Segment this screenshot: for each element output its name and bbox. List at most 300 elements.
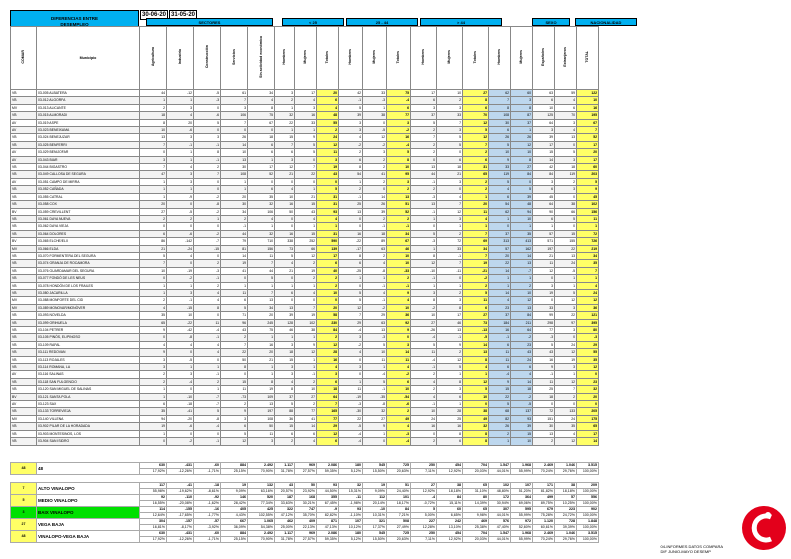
- cell-municipio: 03-105 PINÓS, EL/PINOSO: [37, 334, 140, 341]
- summary-value: 728: [555, 519, 577, 525]
- table-cell: 8: [339, 164, 363, 171]
- table-cell: 5: [555, 149, 577, 156]
- table-cell: 15: [295, 230, 317, 237]
- table-cell: 338: [275, 238, 295, 245]
- table-cell: 15: [275, 134, 295, 141]
- summary-pct: 25,38%: [463, 525, 489, 531]
- table-cell: 40: [317, 267, 339, 274]
- table-cell: -1: [387, 223, 411, 230]
- table-cell: 9: [489, 156, 511, 163]
- table-cell: 5: [555, 289, 577, 296]
- table-cell: 19: [140, 423, 167, 430]
- table-cell: 4: [463, 364, 489, 371]
- table-cell: 0: [194, 104, 221, 111]
- summary-value: 2.086: [317, 531, 339, 537]
- table-cell: 5: [463, 386, 489, 393]
- table-cell: 197: [533, 245, 555, 252]
- table-cell: 0: [437, 275, 463, 282]
- table-cell: 11: [489, 349, 511, 356]
- table-cell: 13: [248, 297, 275, 304]
- table-cell: 21: [295, 193, 317, 200]
- table-cell: 8: [463, 356, 489, 363]
- table-cell: 49: [387, 415, 411, 422]
- summary-pct: 12,92%: [437, 537, 463, 543]
- table-cell: 2: [387, 186, 411, 193]
- header-row: [11, 27, 599, 90]
- table-cell: -54: [387, 393, 411, 400]
- table-cell: 17: [411, 90, 437, 97]
- table-cell: 2: [489, 430, 511, 437]
- table-row: [11, 282, 599, 289]
- table-cell: 36: [275, 415, 295, 422]
- table-cell: 46: [387, 245, 411, 252]
- table-cell: 0: [248, 178, 275, 185]
- table-cell: 72: [437, 238, 463, 245]
- table-cell: 0: [194, 223, 221, 230]
- summary-pct: 70,24%: [533, 469, 555, 475]
- cell-municipio: 03-066 ELDA: [37, 245, 140, 252]
- summary-pct: 15,50%: [363, 537, 387, 543]
- table-cell: 0: [533, 297, 555, 304]
- table-cell: 8: [437, 304, 463, 311]
- table-cell: 4: [317, 104, 339, 111]
- table-cell: 3: [167, 178, 194, 185]
- table-cell: 57: [533, 230, 555, 237]
- cell-comarca: VB: [11, 267, 37, 274]
- table-cell: 3: [248, 438, 275, 445]
- summary-pct: 33,63%: [275, 501, 295, 507]
- table-cell: 16: [533, 356, 555, 363]
- table-cell: 7: [221, 341, 248, 348]
- summary-pct: 69,06%: [511, 501, 533, 507]
- table-cell: 590: [317, 238, 339, 245]
- table-cell: -10: [167, 393, 194, 400]
- summary-pct: 9,09%: [363, 489, 387, 495]
- table-cell: 11: [194, 319, 221, 326]
- table-cell: 2: [363, 156, 387, 163]
- table-cell: 7: [577, 127, 599, 134]
- summary-pct: -20,08%: [167, 501, 194, 507]
- summary-value: 2.469: [533, 531, 555, 537]
- table-cell: -4: [411, 356, 437, 363]
- table-cell: 14: [489, 267, 511, 274]
- table-cell: 2: [295, 260, 317, 267]
- summary-pct: 16,81%: [140, 525, 167, 531]
- table-cell: 12: [511, 141, 533, 148]
- cell-comarca: VB: [11, 430, 37, 437]
- table-cell: 52: [387, 208, 411, 215]
- summary-value: 364: [511, 495, 533, 501]
- summary-value: 180: [339, 463, 363, 469]
- table-cell: 77: [317, 415, 339, 422]
- summary-value: 469: [463, 519, 489, 525]
- table-cell: -41: [167, 408, 194, 415]
- group-age-25-44: 25 - 44: [346, 18, 418, 26]
- summary-pct: 100,00%: [577, 537, 599, 543]
- table-cell: 5: [387, 149, 411, 156]
- table-cell: 35: [140, 408, 167, 415]
- cell-comarca: VB: [11, 378, 37, 385]
- cell-comarca: VB: [11, 252, 37, 259]
- title-line-1: DIFERENCIAS ENTRE: [50, 16, 98, 21]
- table-cell: -3: [194, 267, 221, 274]
- table-cell: 7: [411, 134, 437, 141]
- table-cell: 11: [221, 289, 248, 296]
- summary-value: 84: [437, 495, 463, 501]
- table-cell: 64: [533, 119, 555, 126]
- table-cell: 57: [489, 245, 511, 252]
- table-cell: 4: [339, 349, 363, 356]
- table-row: [11, 178, 599, 185]
- footer-line-1: 04-INFORMES DATOS COMPARA: [660, 544, 723, 549]
- summary-pct: 36,09%: [221, 525, 248, 531]
- summary-pct: 30,21%: [295, 501, 317, 507]
- table-cell: 37: [275, 393, 295, 400]
- table-cell: 16: [437, 423, 463, 430]
- table-cell: 5: [295, 141, 317, 148]
- table-row: [11, 349, 599, 356]
- table-cell: 1: [363, 275, 387, 282]
- table-cell: 12: [463, 378, 489, 385]
- summary-value: 545: [363, 463, 387, 469]
- table-row: [11, 164, 599, 171]
- table-cell: 3: [511, 97, 533, 104]
- cell-municipio: 03-025 BENFERRI: [37, 141, 140, 148]
- table-cell: 11: [248, 252, 275, 259]
- summary-pct: 18,18%: [437, 489, 463, 495]
- cell-comarca: VB: [11, 112, 37, 119]
- table-cell: 5: [489, 178, 511, 185]
- table-cell: 0: [275, 223, 295, 230]
- table-cell: 63: [363, 319, 387, 326]
- summary-value: 2.086: [317, 463, 339, 469]
- table-cell: 8: [463, 438, 489, 445]
- table-cell: 3: [555, 304, 577, 311]
- table-row: [11, 341, 599, 348]
- table-cell: 12: [555, 297, 577, 304]
- table-cell: -4: [339, 438, 363, 445]
- table-cell: 19: [317, 164, 339, 171]
- summary-value: -9: [317, 507, 339, 513]
- cell-municipio: 03-121 SANTA POLA: [37, 393, 140, 400]
- region-code: 27: [11, 519, 37, 531]
- table-cell: 0: [167, 201, 194, 208]
- table-cell: 9: [140, 327, 167, 334]
- cell-municipio: 03-061 DAYA NUEVA: [37, 215, 140, 222]
- table-cell: 96: [221, 319, 248, 326]
- table-cell: 6: [248, 149, 275, 156]
- table-cell: 4: [194, 341, 221, 348]
- table-cell: -1: [194, 156, 221, 163]
- table-cell: 1: [295, 356, 317, 363]
- summary-pct: 63,16%: [248, 489, 275, 495]
- table-cell: 6: [437, 438, 463, 445]
- region-summary-table: [10, 482, 599, 543]
- table-cell: 106: [221, 112, 248, 119]
- table-cell: 18: [437, 164, 463, 171]
- cell-comarca: BV: [11, 238, 37, 245]
- table-cell: 0: [339, 223, 363, 230]
- table-cell: 10: [489, 149, 511, 156]
- date-current: 30-06-20: [142, 12, 167, 18]
- table-cell: -19: [167, 267, 194, 274]
- table-cell: 12: [463, 134, 489, 141]
- table-cell: 9: [295, 134, 317, 141]
- table-cell: 13: [363, 327, 387, 334]
- table-cell: 10: [363, 349, 387, 356]
- summary-value: 60: [437, 507, 463, 513]
- table-cell: -1: [411, 178, 437, 185]
- table-cell: 4: [411, 393, 437, 400]
- table-cell: 20: [167, 119, 194, 126]
- table-cell: -2: [363, 141, 387, 148]
- summary-pct: -8,17%: [167, 525, 194, 531]
- table-cell: 22: [295, 171, 317, 178]
- table-cell: 41: [363, 171, 387, 178]
- table-cell: 2: [275, 438, 295, 445]
- summary-pct: 44,01%: [489, 469, 511, 475]
- summary-value: -11: [339, 495, 363, 501]
- table-cell: 5: [295, 149, 317, 156]
- table-cell: 6: [555, 104, 577, 111]
- table-cell: -2: [363, 304, 387, 311]
- table-cell: 7: [221, 119, 248, 126]
- table-cell: 8: [194, 304, 221, 311]
- table-cell: 4: [194, 349, 221, 356]
- title-line-2: DESEMPLEO: [60, 22, 89, 27]
- summary-value: 1.968: [511, 463, 533, 469]
- table-cell: 12: [555, 349, 577, 356]
- cell-comarca: VB: [11, 97, 37, 104]
- summary-value: -16: [194, 507, 221, 513]
- table-row: [11, 371, 599, 378]
- summary-pct: 55,99%: [511, 469, 533, 475]
- table-cell: 2: [221, 334, 248, 341]
- table-cell: 17: [295, 90, 317, 97]
- table-cell: 2: [140, 104, 167, 111]
- table-cell: 1: [275, 127, 295, 134]
- table-cell: 48: [317, 112, 339, 119]
- summary-pct: 12,28%: [411, 525, 437, 531]
- table-cell: 4: [317, 215, 339, 222]
- table-cell: 31: [317, 230, 339, 237]
- table-cell: 22: [489, 260, 511, 267]
- table-cell: 3: [339, 364, 363, 371]
- summary-pct: -12,26%: [167, 537, 194, 543]
- cell-municipio: 03-109 RAFAL: [37, 341, 140, 348]
- table-cell: 0: [194, 312, 221, 319]
- table-cell: 4: [463, 215, 489, 222]
- table-cell: 69: [463, 238, 489, 245]
- cell-municipio: 03-089 MONOVAR/MONÒVER: [37, 304, 140, 311]
- table-cell: 32: [275, 112, 295, 119]
- table-cell: 3: [339, 334, 363, 341]
- summary-value: 93: [317, 483, 339, 489]
- table-cell: 26: [363, 201, 387, 208]
- table-cell: 24: [411, 415, 437, 422]
- table-cell: 10: [387, 164, 411, 171]
- table-cell: 3: [339, 127, 363, 134]
- summary-value: -110: [167, 495, 194, 501]
- summary-pct: 51,20%: [511, 489, 533, 495]
- table-cell: 7: [295, 304, 317, 311]
- table-cell: 1: [511, 275, 533, 282]
- table-cell: 44: [140, 90, 167, 97]
- table-cell: 34: [387, 230, 411, 237]
- table-cell: 395: [577, 319, 599, 326]
- table-cell: 3: [555, 327, 577, 334]
- summary-value: -10: [363, 507, 387, 513]
- table-cell: 7: [221, 97, 248, 104]
- table-cell: 68: [489, 408, 511, 415]
- cell-municipio: 03-123 SAX: [37, 401, 140, 408]
- table-cell: -2: [194, 208, 221, 215]
- table-cell: 2: [295, 401, 317, 408]
- table-cell: -1: [194, 438, 221, 445]
- table-cell: -2: [339, 341, 363, 348]
- table-cell: 16: [248, 341, 275, 348]
- table-cell: 0: [555, 334, 577, 341]
- table-cell: -5: [339, 423, 363, 430]
- table-cell: 18: [140, 112, 167, 119]
- summary-value: 5: [411, 507, 437, 513]
- region-name: VEGA BAJA: [37, 519, 140, 531]
- summary-pct: 100,00%: [577, 489, 599, 495]
- table-cell: -4: [489, 371, 511, 378]
- table-row: [11, 112, 599, 119]
- table-cell: 20: [489, 252, 511, 259]
- table-cell: 0: [167, 223, 194, 230]
- table-cell: 6: [387, 104, 411, 111]
- table-cell: 65: [140, 319, 167, 326]
- table-cell: 4: [275, 378, 295, 385]
- summary-value: 595: [511, 507, 533, 513]
- table-cell: 1: [248, 223, 275, 230]
- table-cell: 14: [221, 252, 248, 259]
- table-cell: 5: [339, 289, 363, 296]
- summary-value: 112: [363, 495, 387, 501]
- table-cell: 1: [339, 275, 363, 282]
- table-cell: -19: [339, 393, 363, 400]
- table-cell: 128: [275, 319, 295, 326]
- table-row: [11, 260, 599, 267]
- table-cell: 1: [275, 282, 295, 289]
- table-cell: 0: [317, 297, 339, 304]
- table-cell: 54: [489, 201, 511, 208]
- cell-municipio: 03-005 ALBATERA: [37, 90, 140, 97]
- table-cell: 31: [317, 193, 339, 200]
- table-cell: 8: [387, 156, 411, 163]
- cell-municipio: 03-044 BIGASTRO: [37, 164, 140, 171]
- table-cell: 4: [248, 97, 275, 104]
- summary-pct: 10,25%: [555, 501, 577, 507]
- table-cell: 32: [577, 386, 599, 393]
- table-cell: 43: [295, 208, 317, 215]
- summary-value: 321: [363, 519, 387, 525]
- table-cell: 11: [577, 215, 599, 222]
- table-cell: 24: [555, 260, 577, 267]
- table-cell: 4: [489, 297, 511, 304]
- table-cell: 6: [533, 186, 555, 193]
- table-cell: 3: [167, 371, 194, 378]
- table-cell: -2: [167, 275, 194, 282]
- table-cell: 26: [489, 134, 511, 141]
- table-cell: 0: [555, 223, 577, 230]
- table-cell: -4: [387, 97, 411, 104]
- table-cell: 1: [577, 275, 599, 282]
- col-municipio: Municipio: [37, 27, 140, 90]
- table-cell: 70: [555, 112, 577, 119]
- table-cell: 10: [511, 215, 533, 222]
- table-cell: -8: [363, 401, 387, 408]
- table-cell: -2: [511, 393, 533, 400]
- group-age-under-25: < 25: [282, 18, 344, 26]
- summary-pct: 29,76%: [555, 537, 577, 543]
- table-cell: 14: [363, 193, 387, 200]
- table-cell: 73: [463, 319, 489, 326]
- table-cell: 5: [275, 401, 295, 408]
- table-cell: 14: [221, 141, 248, 148]
- table-cell: 2: [339, 149, 363, 156]
- table-cell: -1: [295, 371, 317, 378]
- table-row: [11, 267, 599, 274]
- table-cell: 1: [555, 371, 577, 378]
- table-cell: 46: [437, 319, 463, 326]
- table-cell: 19: [463, 260, 489, 267]
- table-cell: -11: [437, 267, 463, 274]
- summary-pct: 12,92%: [437, 469, 463, 475]
- cell-municipio: 03-012 ALGORFA: [37, 97, 140, 104]
- table-row: [11, 171, 599, 178]
- logo-icon: [741, 505, 787, 551]
- table-row: [11, 408, 599, 415]
- table-cell: 11: [221, 386, 248, 393]
- table-cell: -1: [387, 282, 411, 289]
- summary-pct: 48,80%: [489, 489, 511, 495]
- table-cell: 2: [463, 282, 489, 289]
- table-cell: 0: [577, 371, 599, 378]
- table-cell: 2: [194, 164, 221, 171]
- table-cell: 19: [221, 260, 248, 267]
- summary-pct: 7,21%: [387, 513, 411, 519]
- table-cell: 2: [295, 378, 317, 385]
- table-cell: 4: [363, 260, 387, 267]
- table-cell: 17: [437, 312, 463, 319]
- summary-pct: -1,71%: [194, 469, 221, 475]
- table-cell: 3: [555, 119, 577, 126]
- table-cell: 94: [511, 208, 533, 215]
- table-cell: 6: [221, 297, 248, 304]
- table-cell: -18: [167, 401, 194, 408]
- table-cell: 184: [489, 319, 511, 326]
- summary-pct: 17,37%: [363, 525, 387, 531]
- table-cell: 84: [317, 327, 339, 334]
- table-cell: 32: [248, 201, 275, 208]
- table-cell: 9: [295, 341, 317, 348]
- summary-value: 679: [533, 507, 555, 513]
- table-cell: 73: [275, 245, 295, 252]
- table-cell: -3: [577, 334, 599, 341]
- table-cell: 1: [489, 215, 511, 222]
- table-cell: 6: [533, 215, 555, 222]
- summary-pct: 29,76%: [555, 469, 577, 475]
- table-cell: 19: [295, 312, 317, 319]
- table-row: [11, 104, 599, 111]
- table-cell: -7: [194, 393, 221, 400]
- table-row: [11, 245, 599, 252]
- cell-comarca: VB: [11, 141, 37, 148]
- table-cell: 1: [489, 275, 511, 282]
